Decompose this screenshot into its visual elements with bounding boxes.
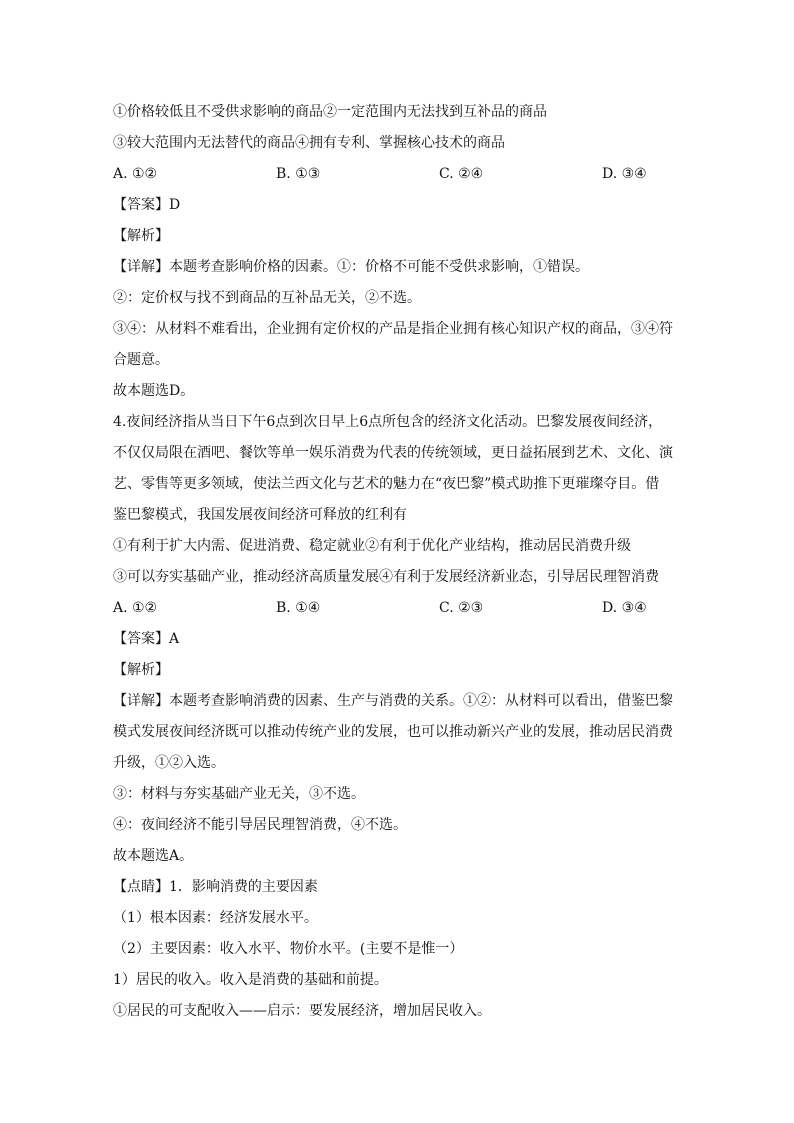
q4-tip-line-4: 1）居民的收入。收入是消费的基础和前提。 [113, 972, 388, 988]
q4-analysis-heading: 【解析】 [113, 662, 169, 678]
q3-detail-line-4: 合题意。 [113, 352, 169, 368]
q3-detail-line-1: 【详解】本题考查影响价格的因素。①：价格不可能不受供求影响，①错误。 [113, 259, 589, 275]
q4-conclusion: 故本题选A。 [113, 848, 194, 864]
q4-tip-line-3: （2）主要因素：收入水平、物价水平。(主要不是惟一） [113, 941, 464, 957]
q3-conclusion: 故本题选D。 [113, 383, 195, 399]
q3-option-c: C. ②④ [439, 166, 484, 182]
q4-answer: 【答案】A [113, 631, 180, 647]
q4-stem-line-1: 4.夜间经济指从当日下午6点到次日早上6点所包含的经济文化活动。巴黎发展夜间经济， [113, 414, 663, 430]
q4-stem-line-2: 不仅仅局限在酒吧、餐饮等单一娱乐消费为代表的传统领域，更日益拓展到艺术、文化、演 [113, 445, 673, 461]
q3-answer: 【答案】D [113, 197, 181, 213]
q4-options [113, 593, 683, 624]
q4-detail-line-5: ④：夜间经济不能引导居民理智消费，④不选。 [113, 817, 407, 833]
q4-items-line-1: ①有利于扩大内需、促进消费、稳定就业②有利于优化产业结构，推动居民消费升级 [113, 538, 631, 554]
q4-detail-line-4: ③：材料与夯实基础产业无关，③不选。 [113, 786, 365, 802]
q4-option-a: A. ①② [113, 600, 158, 616]
q3-analysis-heading: 【解析】 [113, 228, 169, 244]
q4-detail-line-2: 模式发展夜间经济既可以推动传统产业的发展，也可以推动新兴产业的发展，推动居民消费 [113, 724, 673, 740]
q4-detail-line-1: 【详解】本题考查影响消费的因素、生产与消费的关系。①②：从材料可以看出，借鉴巴黎 [113, 693, 673, 709]
q3-options [113, 159, 683, 190]
q3-option-b: B. ①③ [276, 166, 321, 182]
q4-tip-line-1: 【点睛】1．影响消费的主要因素 [113, 879, 318, 895]
q3-detail-line-2: ②：定价权与找不到商品的互补品无关，②不选。 [113, 290, 421, 306]
q3-option-a: A. ①② [113, 166, 158, 182]
q4-stem-line-4: 鉴巴黎模式，我国发展夜间经济可释放的红利有 [113, 507, 407, 523]
q4-option-c: C. ②③ [439, 600, 484, 616]
q3-option-d: D. ③④ [602, 166, 647, 182]
q3-items-line-1: ①价格较低且不受供求影响的商品②一定范围内无法找到互补品的商品 [113, 104, 547, 120]
q4-stem-line-3: 艺、零售等更多领域，使法兰西文化与艺术的魅力在“夜巴黎”模式助推下更璀璨夺目。借 [113, 476, 660, 492]
q3-items-line-2: ③较大范围内无法替代的商品④拥有专利、掌握核心技术的商品 [113, 135, 505, 151]
q4-tip-line-5: ①居民的可支配收入——启示：要发展经济，增加居民收入。 [113, 1003, 491, 1019]
q4-option-b: B. ①④ [276, 600, 321, 616]
q3-detail-line-3: ③④：从材料不难看出，企业拥有定价权的产品是指企业拥有核心知识产权的商品，③④符 [113, 321, 673, 337]
q4-tip-line-2: （1）根本因素：经济发展水平。 [113, 910, 318, 926]
q4-detail-line-3: 升级，①②入选。 [113, 755, 225, 771]
q4-option-d: D. ③④ [602, 600, 647, 616]
q4-items-line-2: ③可以夯实基础产业，推动经济高质量发展④有利于发展经济新业态，引导居民理智消费 [113, 569, 659, 585]
document-page [113, 97, 683, 1027]
